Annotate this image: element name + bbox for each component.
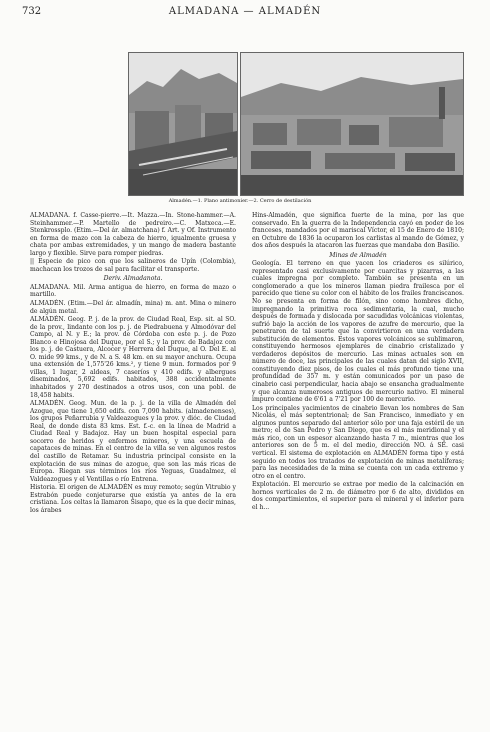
- left-column: [30, 212, 236, 515]
- photo-plate: [128, 52, 462, 194]
- running-header: [22, 6, 468, 20]
- section-heading-minas: Minas de Almadén: [329, 251, 387, 259]
- running-title: ALMADANA — ALMADÉN: [168, 6, 322, 17]
- entry-almaden-etim: ALMADÉN. (Etim.—Del ár. almadín, mina) m. ant. Mina o minero de algún metal.: [30, 300, 236, 315]
- entry-almadana-colombia: || Especie de pico con que los salineros de Upín (Colombia), machacan los trozos de sal para facilitar el transporte.: [30, 258, 236, 273]
- entry-almadana-mil: ALMADANA. Mil. Arma antigua de hierro, en forma de mazo o martillo.: [30, 283, 236, 299]
- right-column: [252, 212, 464, 512]
- entry-almaden-mun: ALMADÉN. Geog. Mun. de la p. j. de la villa de Almadén del Azogue, que tiene 1,650 edifs. con 7,090 habits. (almadenenses), los grupos Peñarrubia y Valdeazogues y la prov. y dióc. de Ciudad Real, de donde dista 83 kms. Est. f.-c. en la línea de Madrid a Ciudad Real y Badajoz. Hay un buen hospital especial para socorro de heridos y enfermos mineros, y una escuela de capataces de minas. En el centro de la villa se ven algunos restos del castillo de Retamar. Su industria principal consiste en la explotación de sus minas de azogue, que son las más ricas de Europa. Riegan sus términos los ríos Yeguas, Guadalmez, el Valdeazogues y el Ventillas o río Entrena.: [30, 400, 236, 483]
- yacimientos-paragraph: Los principales yacimientos de cinabrio llevan los nombres de San Nicolás, el más septentrional; de San Francisco, inmediato y en algunos puntos separado del anterior sólo por una faja estéril de un metro; el de San Pedro y San Diego, que es el más meridional y el más rico, con un espesor alcanzando hasta 7 m., mientras que los anteriores son de 5 m. el del medio, dirección NO. á SE. casi vertical. El sistema de explotación en ALMADÉN forma tipo y está seguido en todos los tratados de explotación de minas metalíferas; para las necesidades de la mina se cuenta con un cada extremo y otro en el centro.: [252, 404, 464, 480]
- entry-almaden-historia: Historia. El origen de ALMADÉN es muy remoto; según Vitrubio y Estrabón puede conjeturarse que existía ya antes de la era cristiana. Los celtas la llamaron Sisapo, que es la que decir minas, los árabes: [30, 484, 236, 514]
- entry-almaden-pj: ALMADÉN. Geog. P. j. de la prov. de Ciudad Real, Esp. sit. al SO. de la prov., lindante con los p. j. de Piedrabuena y Almodóvar del Campo, al N. y E.; la prov. de Córdoba con este p. j. de Pozo Blanco e Hinojosa del Duque, por el S.; y la prov. de Badajoz con los p. j. de Castuera, Alcocer y Herrera del Duque, al O. Del E. al O. mide 99 kms., y de N. a S. 48 km. en su mayor anchura. Ocupa una extensión de 1,575'26 kms.², y tiene 9 mun. formados por 9 villas, 1 lugar, 2 aldeas, 7 caseríos y 410 edifs. y albergues diseminados, 5,692 edifs. habitados, 388 accidentalmente inhabitados y 270 destinados a otros usos, con una pobl. de 18,458 habits.: [30, 316, 236, 399]
- photo-plano-antimonier: [128, 52, 238, 196]
- photo-cerro-destilacion: [240, 52, 464, 196]
- page-number: 732: [22, 6, 42, 17]
- explotacion-paragraph: Explotación. El mercurio se extrae por medio de la calcinación en hornos verticales de 2 m. de diámetro por 6 de alto, divididos en dos compartimientos, el superior para el mineral y el inferior para el h...: [252, 481, 464, 511]
- figure-caption: Almadén.—1. Plano antimonier.—2. Cerro de destilación: [168, 198, 312, 204]
- derivative-line: Deriv. Almadanota.: [103, 275, 163, 283]
- geologia-paragraph: Geología. El terreno en que yacen los criaderos es silúrico, representado casi exclusivamente por cuarcitas y pizarras, a las cuales impregna por completo. También se presenta en un conglomerado a que los mineros llaman piedra frailesca por el parecido que tiene su color con el hábito de los frailes franciscanos. No se presenta en forma de filón, sino como hombres dicho, impregnando la primitiva roca sedimentaria, la cual, mucho después de formada y dislocada por sacudidas volcánicas violentas, sufrió bajo la acción de los vapores de azufre de mercurio, que la penetraron de tal suerte que la convirtieron en una verdadera substitución de elementos. Estos vapores volcánicos se sublimaron, constituyendo hermosos ejemplares de cinabrio cristalizado y verdaderos depósitos de mercurio. Las minas actuales son en número de doce, las principales de las cuales datan del siglo XVII, constituyendo diez pisos, de los cuales el más profundo tiene una profundidad de 357 m. y están comunicados por un paso de cinabrio casi perpendicular, hacia abajo se ensancha gradualmente y que alcanza numerosos antiguos de mercurio nativo. El mineral impuro contiene de 6'61 a 7'21 por 100 de mercurio.: [252, 260, 464, 404]
- historia-continued: Hins-Almadén, que significa fuerte de la mina, por las que conservado. En la guerra de la Independencia cayó en poder de los franceses, mandados por el mariscal Víctor, el 15 de Enero de 1810; en Octubre de 1836 la ocuparon los carlistas al mando de Gómez, y dos años después la atacaron las fuerzas que mandaba don Basilio.: [252, 212, 464, 250]
- entry-almadana: ALMADANA. f. Casse-pierre.—It. Mazza.—In. Stone-hammer.—A. Steinhammer.—P. Martello de pedreiro.—C. Matxeca.—E. Stenkrossplo. (Etim.—Del ár. almatchana) f. Art. y Of. Instrumento en forma de mazo con la cabeza de hierro, igualmente gruesa y chata por ambas extremidades, y un mango de madera bastante largo y flexible. Sirve para romper piedras.: [30, 212, 236, 257]
